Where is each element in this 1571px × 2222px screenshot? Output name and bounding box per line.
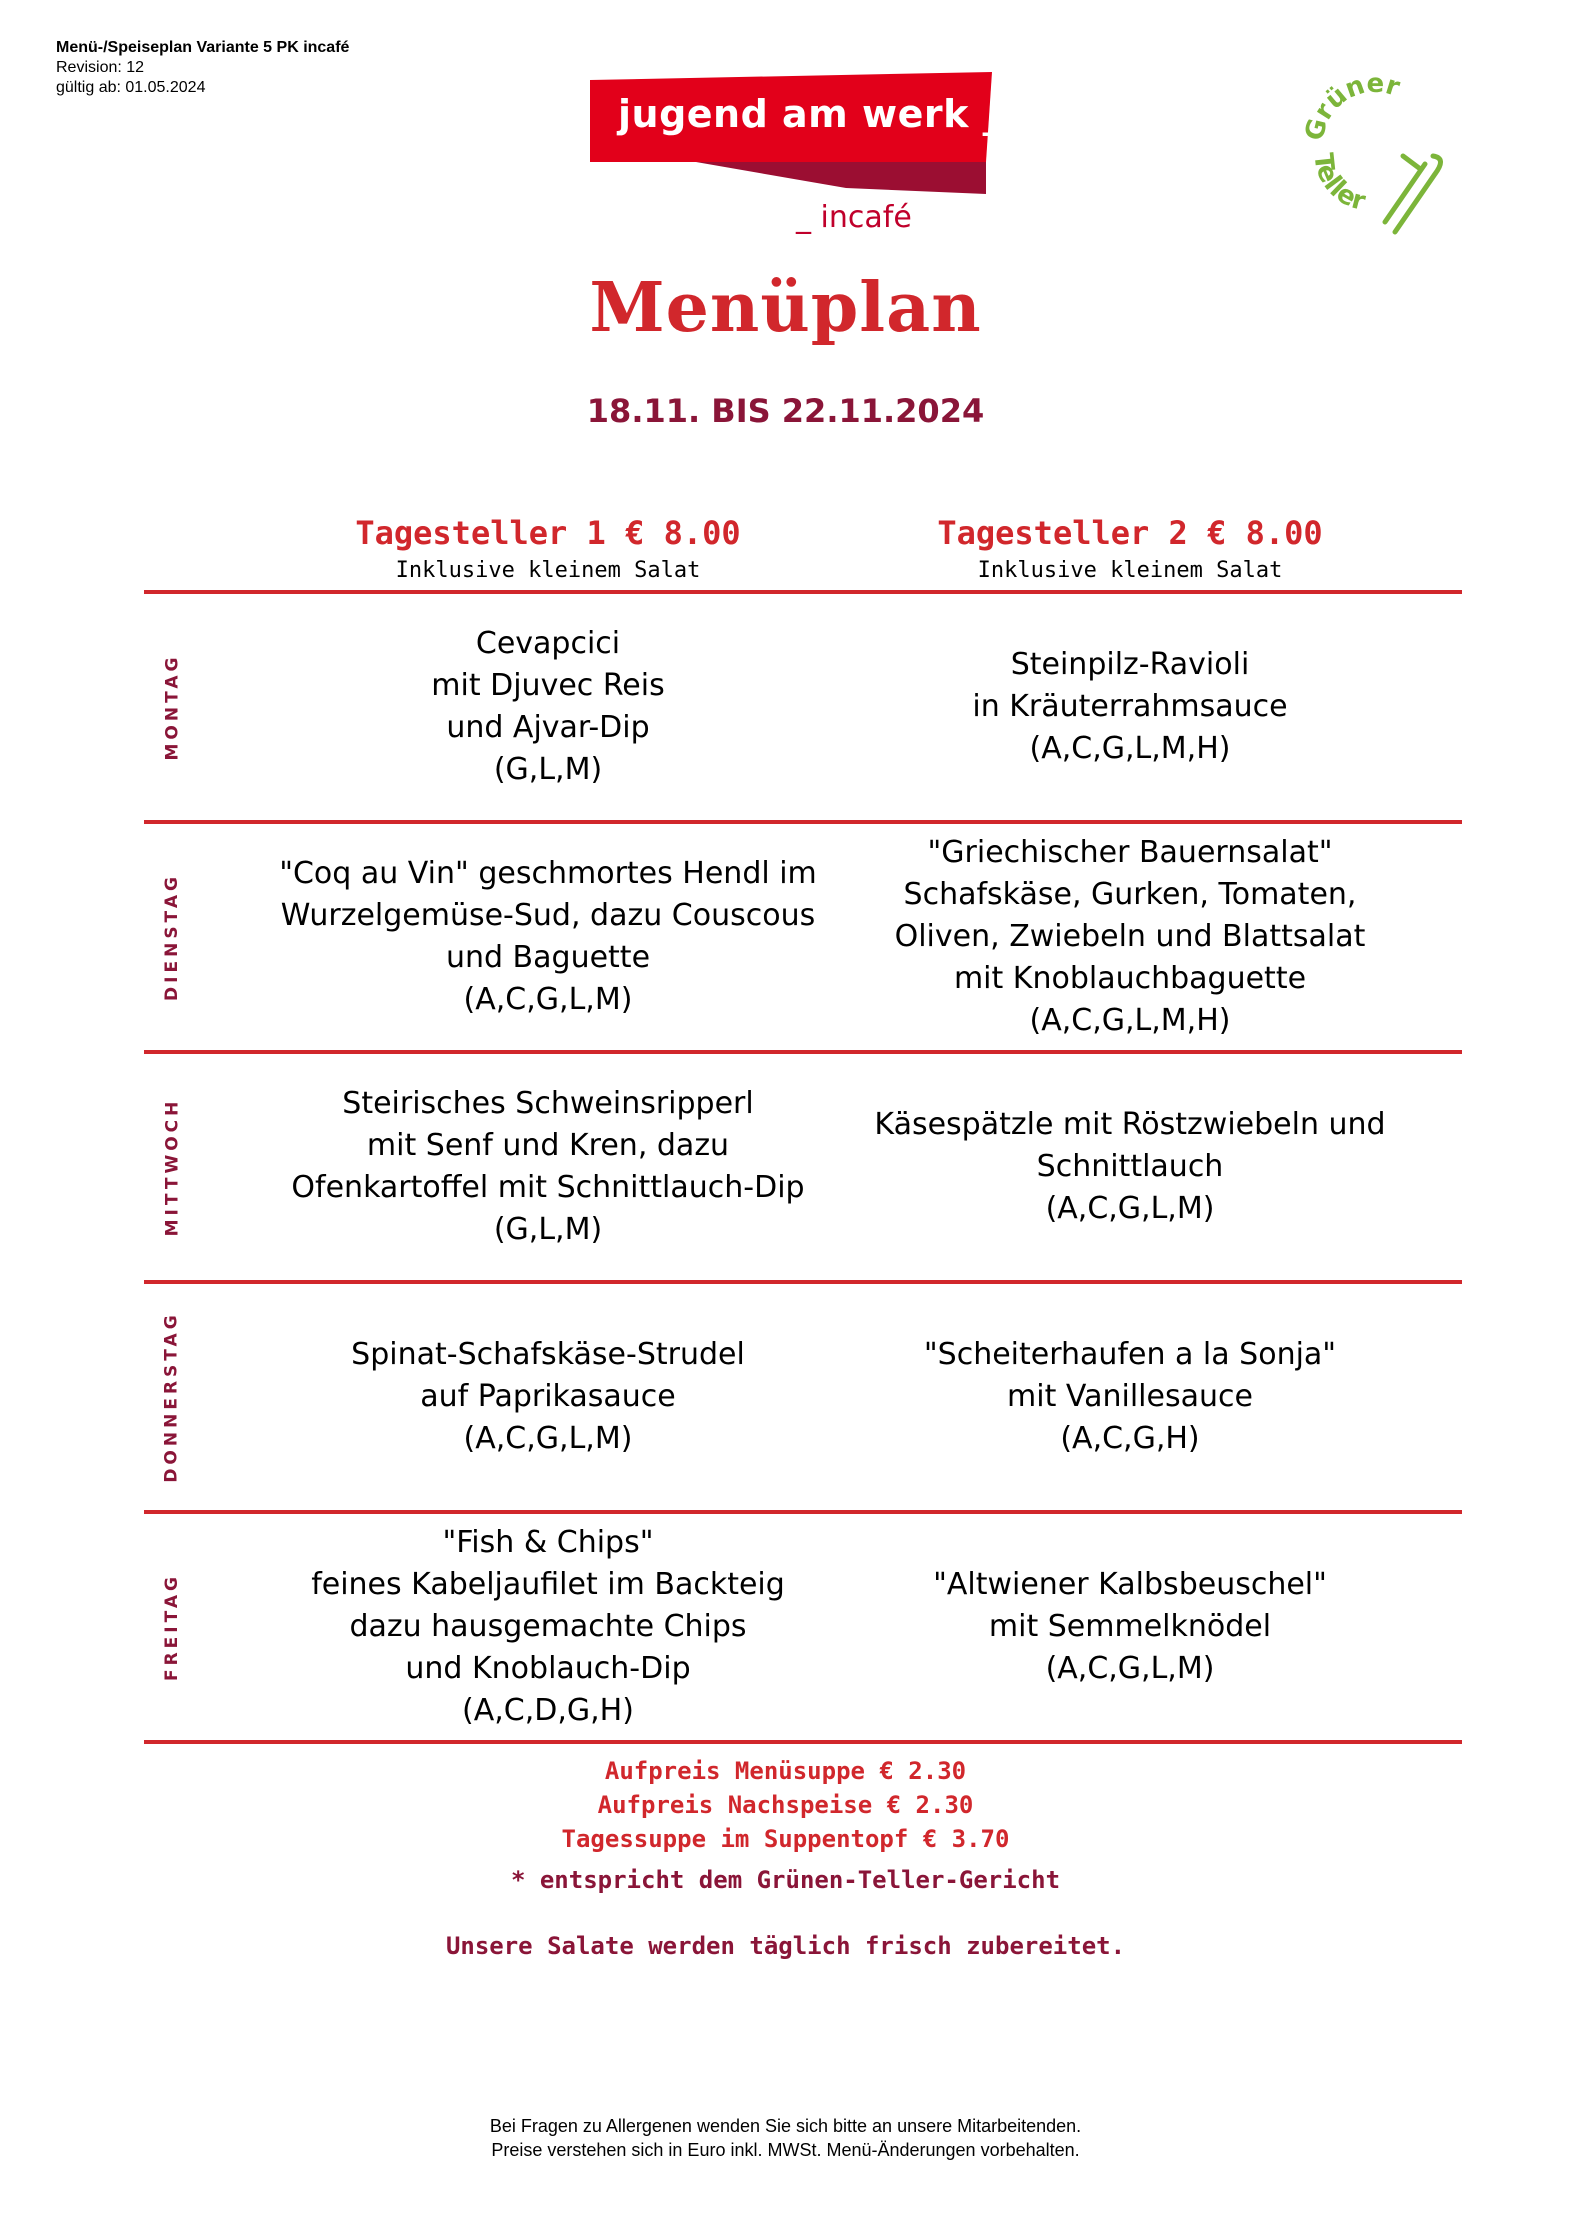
dish-thursday-2: "Scheiterhaufen a la Sonja" mit Vanillesauce (A,C,G,H) [923, 1337, 1337, 1456]
surcharge-dessert: Aufpreis Nachspeise € 2.30 [597, 1791, 974, 1819]
footer-allergen-note: Bei Fragen zu Allergenen wenden Sie sich bitte an unsere Mitarbeitenden. [489, 2116, 1082, 2136]
column-price-2: Tagesteller 2 € 8.00 [937, 514, 1323, 552]
surcharge-list [0, 1754, 1571, 1856]
badge-line2: Teller [1307, 151, 1369, 217]
meta-title: Menü-/Speiseplan Variante 5 PK incafé [56, 39, 350, 56]
column-price-1: Tagesteller 1 € 8.00 [355, 514, 741, 552]
gruener-teller-badge-icon [1285, 72, 1455, 242]
dish-friday-1: "Fish & Chips" feines Kabeljaufilet im Backteig dazu hausgemachte Chips und Knoblauch-Dip (A,C,D,G,H) [311, 1525, 785, 1728]
dish-monday-2: Steinpilz-Ravioli in Kräuterrahmsauce (A,C,G,L,M,H) [972, 647, 1288, 766]
divider [144, 1740, 1462, 1744]
column-note-2: Inklusive kleinem Salat [977, 558, 1283, 583]
badge-line1: Grüner [1299, 72, 1404, 144]
footer [0, 2114, 1571, 2162]
dish-wednesday-2: Käsespätzle mit Röstzwiebeln und Schnittlauch (A,C,G,L,M) [874, 1107, 1386, 1226]
day-label-tuesday: DIENSTAG [162, 873, 183, 1001]
meta-valid-from: gültig ab: 01.05.2024 [56, 79, 206, 96]
surcharge-daily-soup: Tagessuppe im Suppentopf € 3.70 [561, 1825, 1010, 1853]
footer-price-note: Preise verstehen sich in Euro inkl. MWSt. Menü-Änderungen vorbehalten. [491, 2140, 1080, 2160]
dish-wednesday-1: Steirisches Schweinsripperl mit Senf und Kren, dazu Ofenkartoffel mit Schnittlauch-Dip (G,L,M) [291, 1086, 805, 1247]
salad-note: Unsere Salate werden täglich frisch zubereitet. [445, 1932, 1126, 1960]
logo-subtitle: _ incafé [796, 200, 912, 235]
svg-text:Grüner [1300, 72, 1404, 144]
dish-tuesday-2: "Griechischer Bauernsalat" Schafskäse, Gurken, Tomaten, Oliven, Zwiebeln und Blattsalat mit Knoblauchbaguette (A,C,G,L,M,H) [894, 835, 1366, 1038]
surcharge-soup: Aufpreis Menüsuppe € 2.30 [604, 1757, 967, 1785]
day-label-wednesday: MITTWOCH [162, 1097, 183, 1237]
column-heading-2 [840, 514, 1420, 583]
day-label-thursday: DONNERSTAG [162, 1311, 183, 1483]
document-meta [56, 38, 349, 98]
dish-thursday-1: Spinat-Schafskäse-Strudel auf Paprikasauce (A,C,G,L,M) [351, 1337, 745, 1456]
logo-text: jugend am werk _ [618, 92, 1003, 136]
dish-monday-1: Cevapcici mit Djuvec Reis und Ajvar-Dip (G,L,M) [431, 626, 665, 787]
dish-friday-2: "Altwiener Kalbsbeuschel" mit Semmelknödel (A,C,G,L,M) [933, 1567, 1327, 1686]
green-plate-note: * entspricht dem Grünen-Teller-Gericht [510, 1866, 1061, 1894]
page-title: Menüplan [589, 268, 982, 348]
svg-text:Teller [1308, 152, 1369, 217]
date-range: 18.11. BIS 22.11.2024 [586, 392, 985, 430]
day-label-friday: FREITAG [162, 1572, 182, 1682]
dish-tuesday-1: "Coq au Vin" geschmortes Hendl im Wurzelgemüse-Sud, dazu Couscous und Baguette (A,C,G,L,M) [279, 856, 817, 1017]
day-label-monday: MONTAG [162, 653, 183, 761]
meta-revision: Revision: 12 [56, 59, 145, 76]
column-note-1: Inklusive kleinem Salat [395, 558, 701, 583]
column-heading-1 [258, 514, 838, 583]
